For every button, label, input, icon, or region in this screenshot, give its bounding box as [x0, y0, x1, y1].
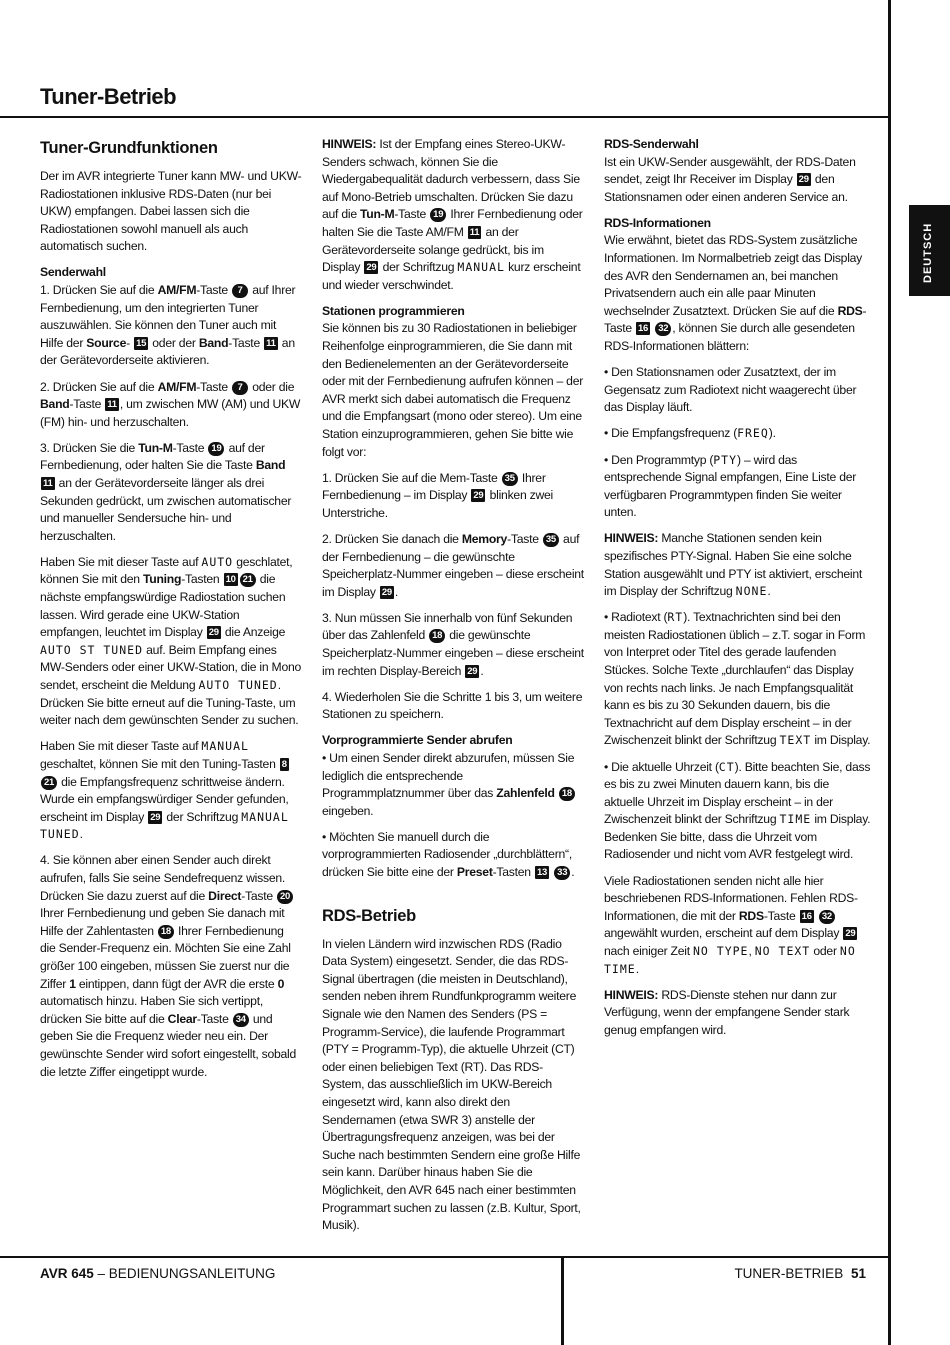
- page-title: Tuner-Betrieb: [40, 84, 177, 109]
- column-1: [40, 136, 302, 1090]
- paragraph-hinweis-rds: HINWEIS: RDS-Dienste stehen nur dann zur Verfügung, wenn der empfangene Sender stark genug empfangen wird.: [604, 987, 850, 1037]
- paragraph-step-2: 2. Drücken Sie auf die AM/FM-Taste 7 oder die Band-Taste 11 , um zwischen MW (AM) und UKW (FM) hin- und herzuschalten.: [40, 379, 301, 429]
- paragraph-rds: In vielen Ländern wird inzwischen RDS (Radio Data System) eingesetzt. Sender, die das RDS-Signal übertragen (die meisten in Deutschland), senden neben ihrem Rundfunkprogramm weitere Signale wie den Namen des Senders (PS = Programm-Service), die laufende Programmart (PTY = Programm-Typ), die aktuelle Uhrzeit (CT) oder einen beliebigen Text (RT). Das RDS-System, das ausschließlich im UKW-Bereich eingesetzt wird, kann also direkt den Sendernamen (etwa SWR 3) anstelle der Übertragungsfrequenz anzeigen, was bei der Suche nach bestimmten Sendern eine große Hilfe sein kann. Darüber hinaus haben Sie die Möglichkeit, den AVR 645 nach einer bestimmten Programmart suchen zu lassen (z.B. Kultur, Sport, Musik).: [322, 936, 581, 1233]
- heading-rds-betrieb: RDS-Betrieb: [322, 906, 416, 925]
- paragraph-rds-senderwahl: Ist ein UKW-Sender ausgewählt, der RDS-Daten sendet, zeigt Ihr Receiver im Display 29 den Stationsnamen oder einen anderen Service an.: [604, 154, 856, 204]
- paragraph-fehlende-infos: Viele Radiostationen senden nicht alle hier beschriebenen RDS-Informationen. Fehlen RDS-Informationen, die mit der RDS-Taste 16 32 angewählt wurden, erscheint auf dem Display 29 nach einiger Zeit NO TYPE, NO TEXT oder NO TIME.: [604, 873, 858, 976]
- right-edge-line: [888, 0, 891, 1345]
- footer-right: [734, 1266, 866, 1281]
- language-tab-label: DEUTSCH: [922, 222, 934, 283]
- heading-stationen-programmieren: Stationen programmieren: [322, 303, 465, 318]
- footer-divider-line: [561, 1258, 564, 1345]
- heading-rds-senderwahl: RDS-Senderwahl: [604, 137, 699, 151]
- paragraph-auto-mode: Haben Sie mit dieser Taste auf AUTO geschlatet, können Sie mit den Tuning-Tasten 10 21 die nächste empfangswürdige Radiostation suchen lassen. Wird gerade eine UKW-Station empfangen, leuchtet im Display 29 die Anzeige AUTO ST TUNED auf. Beim Empfang eines MW-Senders oder einer UKW-Station, die in Mono sendet, erscheint die Meldung AUTO TUNED. Drücken Sie bitte erneut auf die Tuning-Taste, um weiter nach dem gewünschten Sender zu suchen.: [40, 554, 302, 728]
- paragraph-prog-step-1: 1. Drücken Sie auf die Mem-Taste 35 Ihrer Fernbedienung – im Display 29 blinken zwei Unterstriche.: [322, 470, 553, 520]
- paragraph-intro: Der im AVR integrierte Tuner kann MW- und UKW-Radiostationen inklusive RDS-Daten (nur bei UKW) empfangen. Dabei lassen sich die Radiostationen sowohl manuell als auch automatisch suchen.: [40, 169, 302, 254]
- heading-senderwahl: Senderwahl: [40, 265, 106, 280]
- paragraph-hinweis-mono: HINWEIS: Ist der Empfang eines Stereo-UKW-Senders schwach, können Sie die Wiedergabequalität dadurch verbessern, dass Sie auf Mono-Betrieb umschalten. Drücken Sie dazu auf die Tun-M-Taste 19 Ihrer Fernbedienung oder halten Sie die Taste AM/FM 11 an der Gerätevorderseite solange gedrückt, bis im Display 29 der Schriftzug MANUAL kurz erscheint und wieder verschwindet.: [322, 137, 583, 292]
- column-2: [322, 136, 584, 1243]
- bullet-frequenz: • Die Empfangsfrequenz (FREQ).: [604, 426, 776, 441]
- footer-left: [40, 1266, 275, 1281]
- paragraph-step-3: 3. Drücken Sie die Tun-M-Taste 19 auf der Fernbedienung, oder halten Sie die Taste Band 11 an der Gerätevorderseite länger als drei Sekunden gedrückt, um zwischen automatischer und manueller Sendersuche hin- und herzuschalten.: [40, 440, 292, 543]
- heading-vorprogrammierte-sender: Vorprogrammierte Sender abrufen: [322, 733, 513, 748]
- bullet-uhrzeit: • Die aktuelle Uhrzeit (CT). Bitte beachten Sie, dass es bis zu zwei Minuten dauern kann, bis die aktuelle Uhrzeit im Display erscheint – in der Zwischenzeit blinkt der Schriftzug TIME im Display. Bedenken Sie bitte, dass die Uhrzeit vom Radiosender und nicht vom AVR festgelegt wird.: [604, 759, 871, 862]
- page-number: 51: [850, 1266, 866, 1281]
- heading-tuner-grundfunktionen: Tuner-Grundfunktionen: [40, 139, 218, 157]
- footer-model: AVR 645: [40, 1266, 94, 1281]
- footer-manual: – BEDIENUNGSANLEITUNG: [97, 1266, 276, 1281]
- column-3: [604, 136, 872, 1048]
- paragraph-step-4: 4. Sie können aber einen Sender auch direkt aufrufen, falls Sie seine Sendefrequenz wissen. Drücken Sie dazu zuerst auf die Direct-Taste 20 Ihrer Fernbedienung und geben Sie danach mit Hilfe der Zahlentasten 18 Ihrer Fernbedienung die Sender-Frequenz ein. Möchten Sie eine Zahl größer 100 eingeben, müssen Sie zuerst nur die Ziffer 1 eintippen, dann fügt der AVR die erste 0 automatisch hinzu. Haben Sie sich vertippt, drücken Sie bitte auf die Clear-Taste 34 und geben Sie die Frequenz wieder neu ein. Der gewünschte Sender wird sofort eingestellt, sobald die letzte Ziffer eingetippt wurde.: [40, 853, 297, 1079]
- bullet-radiotext: • Radiotext (RT). Textnachrichten sind bei den meisten Radiostationen üblich – z.T. sogar in Form von Interpret oder Titel des gerade laufenden Stückes. Solche Texte „durchlaufen“ das Display von rechts nach links. Je nach Empfangsqualität kann es bis zu 30 Sekunden dauern, bis die Textnachricht auf dem Display erscheint – in der Zwischenzeit blinkt der Schriftzug TEXT im Display.: [604, 610, 871, 748]
- language-tab: [909, 205, 950, 296]
- paragraph-manual-mode: Haben Sie mit dieser Taste auf MANUAL geschaltet, können Sie mit den Tuning-Tasten 821 die Empfangsfrequenz schrittweise ändern. Wurde ein empfangswürdiger Sender gefunden, erscheint im Display 29 der Schriftzug MANUAL TUNED.: [40, 739, 289, 842]
- paragraph-prog-step-2: 2. Drücken Sie danach die Memory-Taste 35 auf der Fernbedienung – die gewünschte Speicherplatz-Nummer eingeben – diese erscheint im Display 29 .: [322, 531, 584, 599]
- paragraph-hinweis-pty: HINWEIS: Manche Stationen senden kein spezifisches PTY-Signal. Haben Sie eine solche Station ausgewählt und PTY ist aktiviert, erscheint im Display der Schriftzug NONE.: [604, 531, 862, 599]
- bullet-programmtyp: • Den Programmtyp (PTY) – wird das entsprechende Signal empfangen, Eine Liste der verfügbaren Programmtypen finden Sie weiter unten.: [604, 452, 857, 520]
- paragraph-durchblaettern: • Möchten Sie manuell durch die vorprogrammierten Radiosender „durchblättern“, drücken Sie bitte eine der Preset-Tasten 13 33 .: [322, 829, 575, 880]
- paragraph-direkt-abrufen: • Um einen Sender direkt abzurufen, müssen Sie lediglich die entsprechende Programmplatznummer über das Zahlenfeld 18 eingeben.: [322, 751, 575, 818]
- paragraph-programmieren: Sie können bis zu 30 Radiostationen in beliebiger Reihenfolge einprogrammieren, die Sie dann mit den Bedienelementen an der Gerätevorderseite oder mit der Fernbedienung aufrufen können – der AVR merkt sich dabei automatisch die Frequenz und die Empfangsart (mono oder stereo). Um eine Station einzuprogrammieren, gehen Sie bitte wie folgt vor:: [322, 321, 584, 459]
- paragraph-prog-step-4: 4. Wiederholen Sie die Schritte 1 bis 3, um weitere Stationen zu speichern.: [322, 689, 583, 722]
- paragraph-step-1: 1. Drücken Sie auf die AM/FM-Taste 7 auf Ihrer Fernbedienung, um den integrierten Tuner auszuwählen. Sie können den Tuner auch mit Hilfe der Source- 15 oder der Band-Taste 11 an der Gerätevorderseite aktivieren.: [40, 283, 296, 368]
- heading-rds-informationen: RDS-Informationen: [604, 215, 711, 230]
- footer-rule: [0, 1256, 889, 1258]
- paragraph-prog-step-3: 3. Nun müssen Sie innerhalb von fünf Sekunden über das Zahlenfeld 18 die gewünschte Speicherplatz-Nummer eingeben – diese erscheint im rechten Display-Bereich 29 .: [322, 610, 584, 678]
- header-rule: [0, 116, 889, 118]
- bullet-stationsname: • Den Stationsnamen oder Zusatztext, der im Gegensatz zum Radiotext nicht waagerecht über das Display läuft.: [604, 365, 857, 415]
- footer-section: TUNER-BETRIEB: [734, 1266, 844, 1281]
- paragraph-rds-informationen: Wie erwähnt, bietet das RDS-System zusätzliche Informationen. Im Normalbetrieb zeigt das Display des AVR den Sendernamen an, bei manchen Privatsendern auch ein alle paar Minuten wechselnder Zusatztext. Drücken Sie auf die RDS-Taste 16 32 , können Sie durch alle gesendeten RDS-Informationen blättern:: [604, 233, 867, 354]
